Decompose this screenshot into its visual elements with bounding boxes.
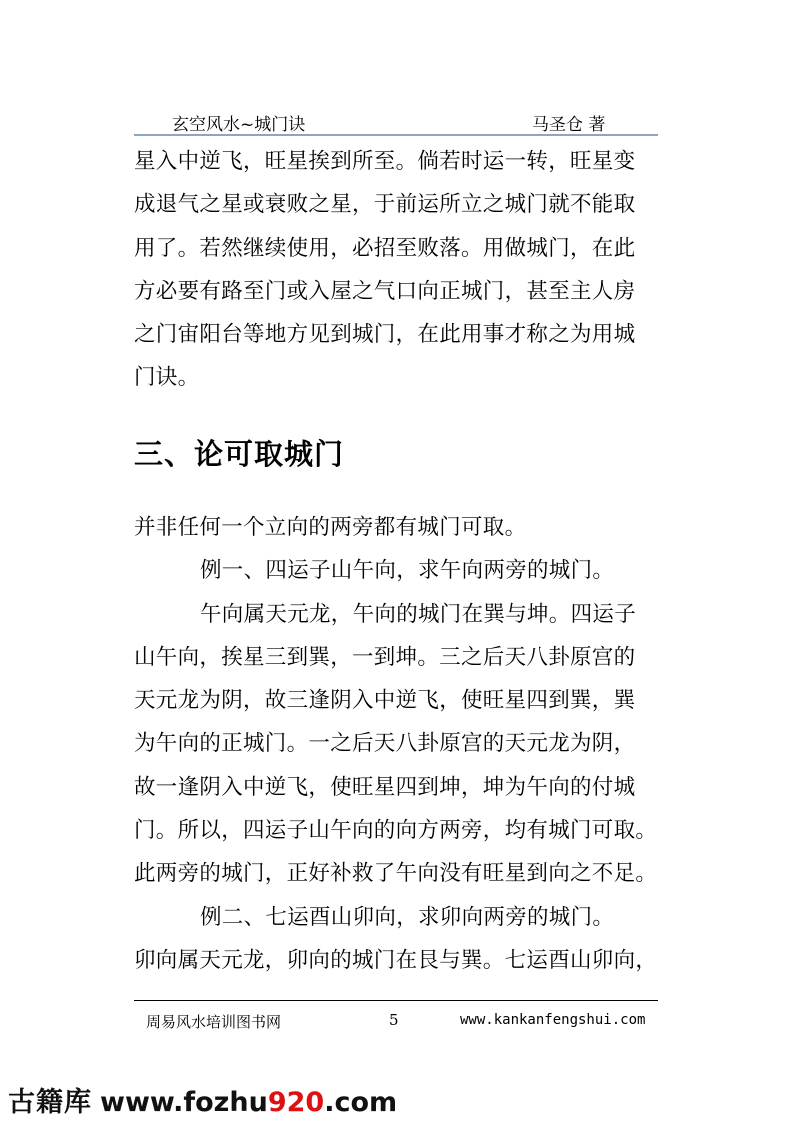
footer-url: www.kankanfengshui.com: [460, 1012, 646, 1028]
text-line: 卯向属天元龙，卯向的城门在艮与巽。七运酉山卯向，: [134, 947, 658, 973]
footer-divider: [134, 1000, 658, 1001]
text-line: 门。所以，四运子山午向的向方两旁，均有城门可取。: [134, 818, 658, 844]
section-heading: 三、论可取城门: [134, 437, 345, 471]
watermark-url-suffix: .com: [324, 1087, 398, 1118]
text-line: 午向属天元龙，午向的城门在巽与坤。四运子: [200, 601, 637, 627]
text-line: 星入中逆飞，旺星挨到所至。倘若时运一转，旺星变: [134, 149, 636, 174]
text-line: 例一、四运子山午向，求午向两旁的城门。: [200, 558, 615, 584]
text-line: 用了。若然继续使用，必招至败落。用做城门，在此: [134, 235, 636, 261]
watermark: [8, 1080, 397, 1119]
watermark-url-number: 920: [267, 1087, 325, 1118]
paragraph-1: [134, 140, 660, 400]
page-header: [134, 106, 658, 136]
text-line: 成退气之星或衰败之星，于前运所立之城门就不能取: [134, 192, 636, 218]
text-line: 天元龙为阴，故三逢阴入中逆飞，使旺星四到巽，巽: [134, 688, 636, 714]
watermark-cn: 古籍库: [8, 1087, 92, 1118]
text-line: 方必要有路至门或入屋之气口向正城门，甚至主人房: [134, 278, 636, 304]
text-line: 故一逢阴入中逆飞，使旺星四到坤，坤为午向的付城: [134, 774, 636, 800]
text-line: 为午向的正城门。一之后天八卦原宫的天元龙为阴，: [134, 731, 636, 757]
text-line: 并非任何一个立向的两旁都有城门可取。: [134, 515, 527, 540]
text-line: 之门宙阳台等地方见到城门，在此用事才称之为用城: [134, 322, 636, 348]
header-author: 马圣仓 著: [532, 115, 606, 135]
watermark-url-prefix: www.fozhu: [100, 1087, 268, 1118]
text-line: 山午向，挨星三到巽，一到坤。三之后天八卦原宫的: [134, 644, 636, 670]
page-number: 5: [389, 1011, 399, 1029]
header-title: 玄空风水~城门诀: [172, 115, 306, 135]
text-line: 例二、七运酉山卯向，求卯向两旁的城门。: [200, 904, 615, 930]
footer-publisher: 周易风水培训图书网: [146, 1013, 282, 1031]
text-line: 此两旁的城门，正好补救了午向没有旺星到向之不足。: [134, 861, 658, 887]
text-line: 门诀。: [134, 365, 200, 391]
paragraph-2: [134, 506, 660, 982]
